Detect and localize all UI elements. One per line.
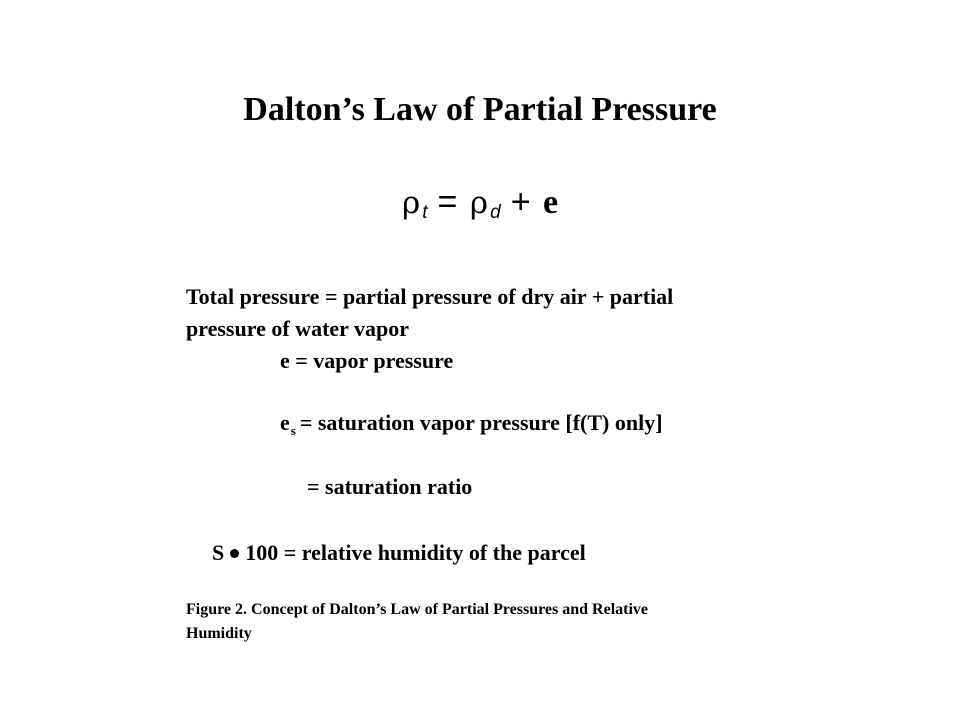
sat-vapor-base: e bbox=[280, 410, 290, 435]
relative-humidity-text: 100 = relative humidity of the parcel bbox=[245, 540, 586, 565]
saturation-ratio-definition: = saturation ratio bbox=[307, 474, 473, 499]
caption-line-2: Humidity bbox=[186, 625, 252, 642]
rho-dry-subscript: d bbox=[490, 202, 501, 223]
sat-vapor-text: = saturation vapor pressure [f(T) only] bbox=[299, 410, 663, 435]
plus-sign: + bbox=[510, 183, 531, 221]
relative-humidity-definition bbox=[212, 538, 586, 568]
dalton-equation bbox=[402, 180, 558, 230]
rho-total-symbol: ρ bbox=[402, 185, 421, 221]
saturation-ratio-variable: S bbox=[212, 540, 225, 565]
saturation-vapor-pressure-definition bbox=[280, 408, 663, 441]
equals-sign: = bbox=[437, 183, 458, 221]
total-pressure-line-1: Total pressure = partial pressure of dry air + partial bbox=[186, 284, 674, 309]
vapor-pressure-definition: e = vapor pressure bbox=[280, 348, 454, 373]
caption-line-1: Figure 2. Concept of Dalton’s Law of Partial Pressures and Relative bbox=[186, 601, 649, 618]
vapor-term: e bbox=[543, 184, 559, 221]
total-pressure-line-2: pressure of water vapor bbox=[186, 316, 410, 341]
page-title: Dalton’s Law of Partial Pressure bbox=[243, 91, 717, 128]
multiply-dot-icon bbox=[230, 549, 239, 558]
rho-total-subscript: t bbox=[422, 202, 428, 223]
rho-dry-symbol: ρ bbox=[469, 185, 489, 221]
sat-vapor-subscript: s bbox=[290, 423, 296, 438]
figure-caption bbox=[186, 598, 826, 646]
